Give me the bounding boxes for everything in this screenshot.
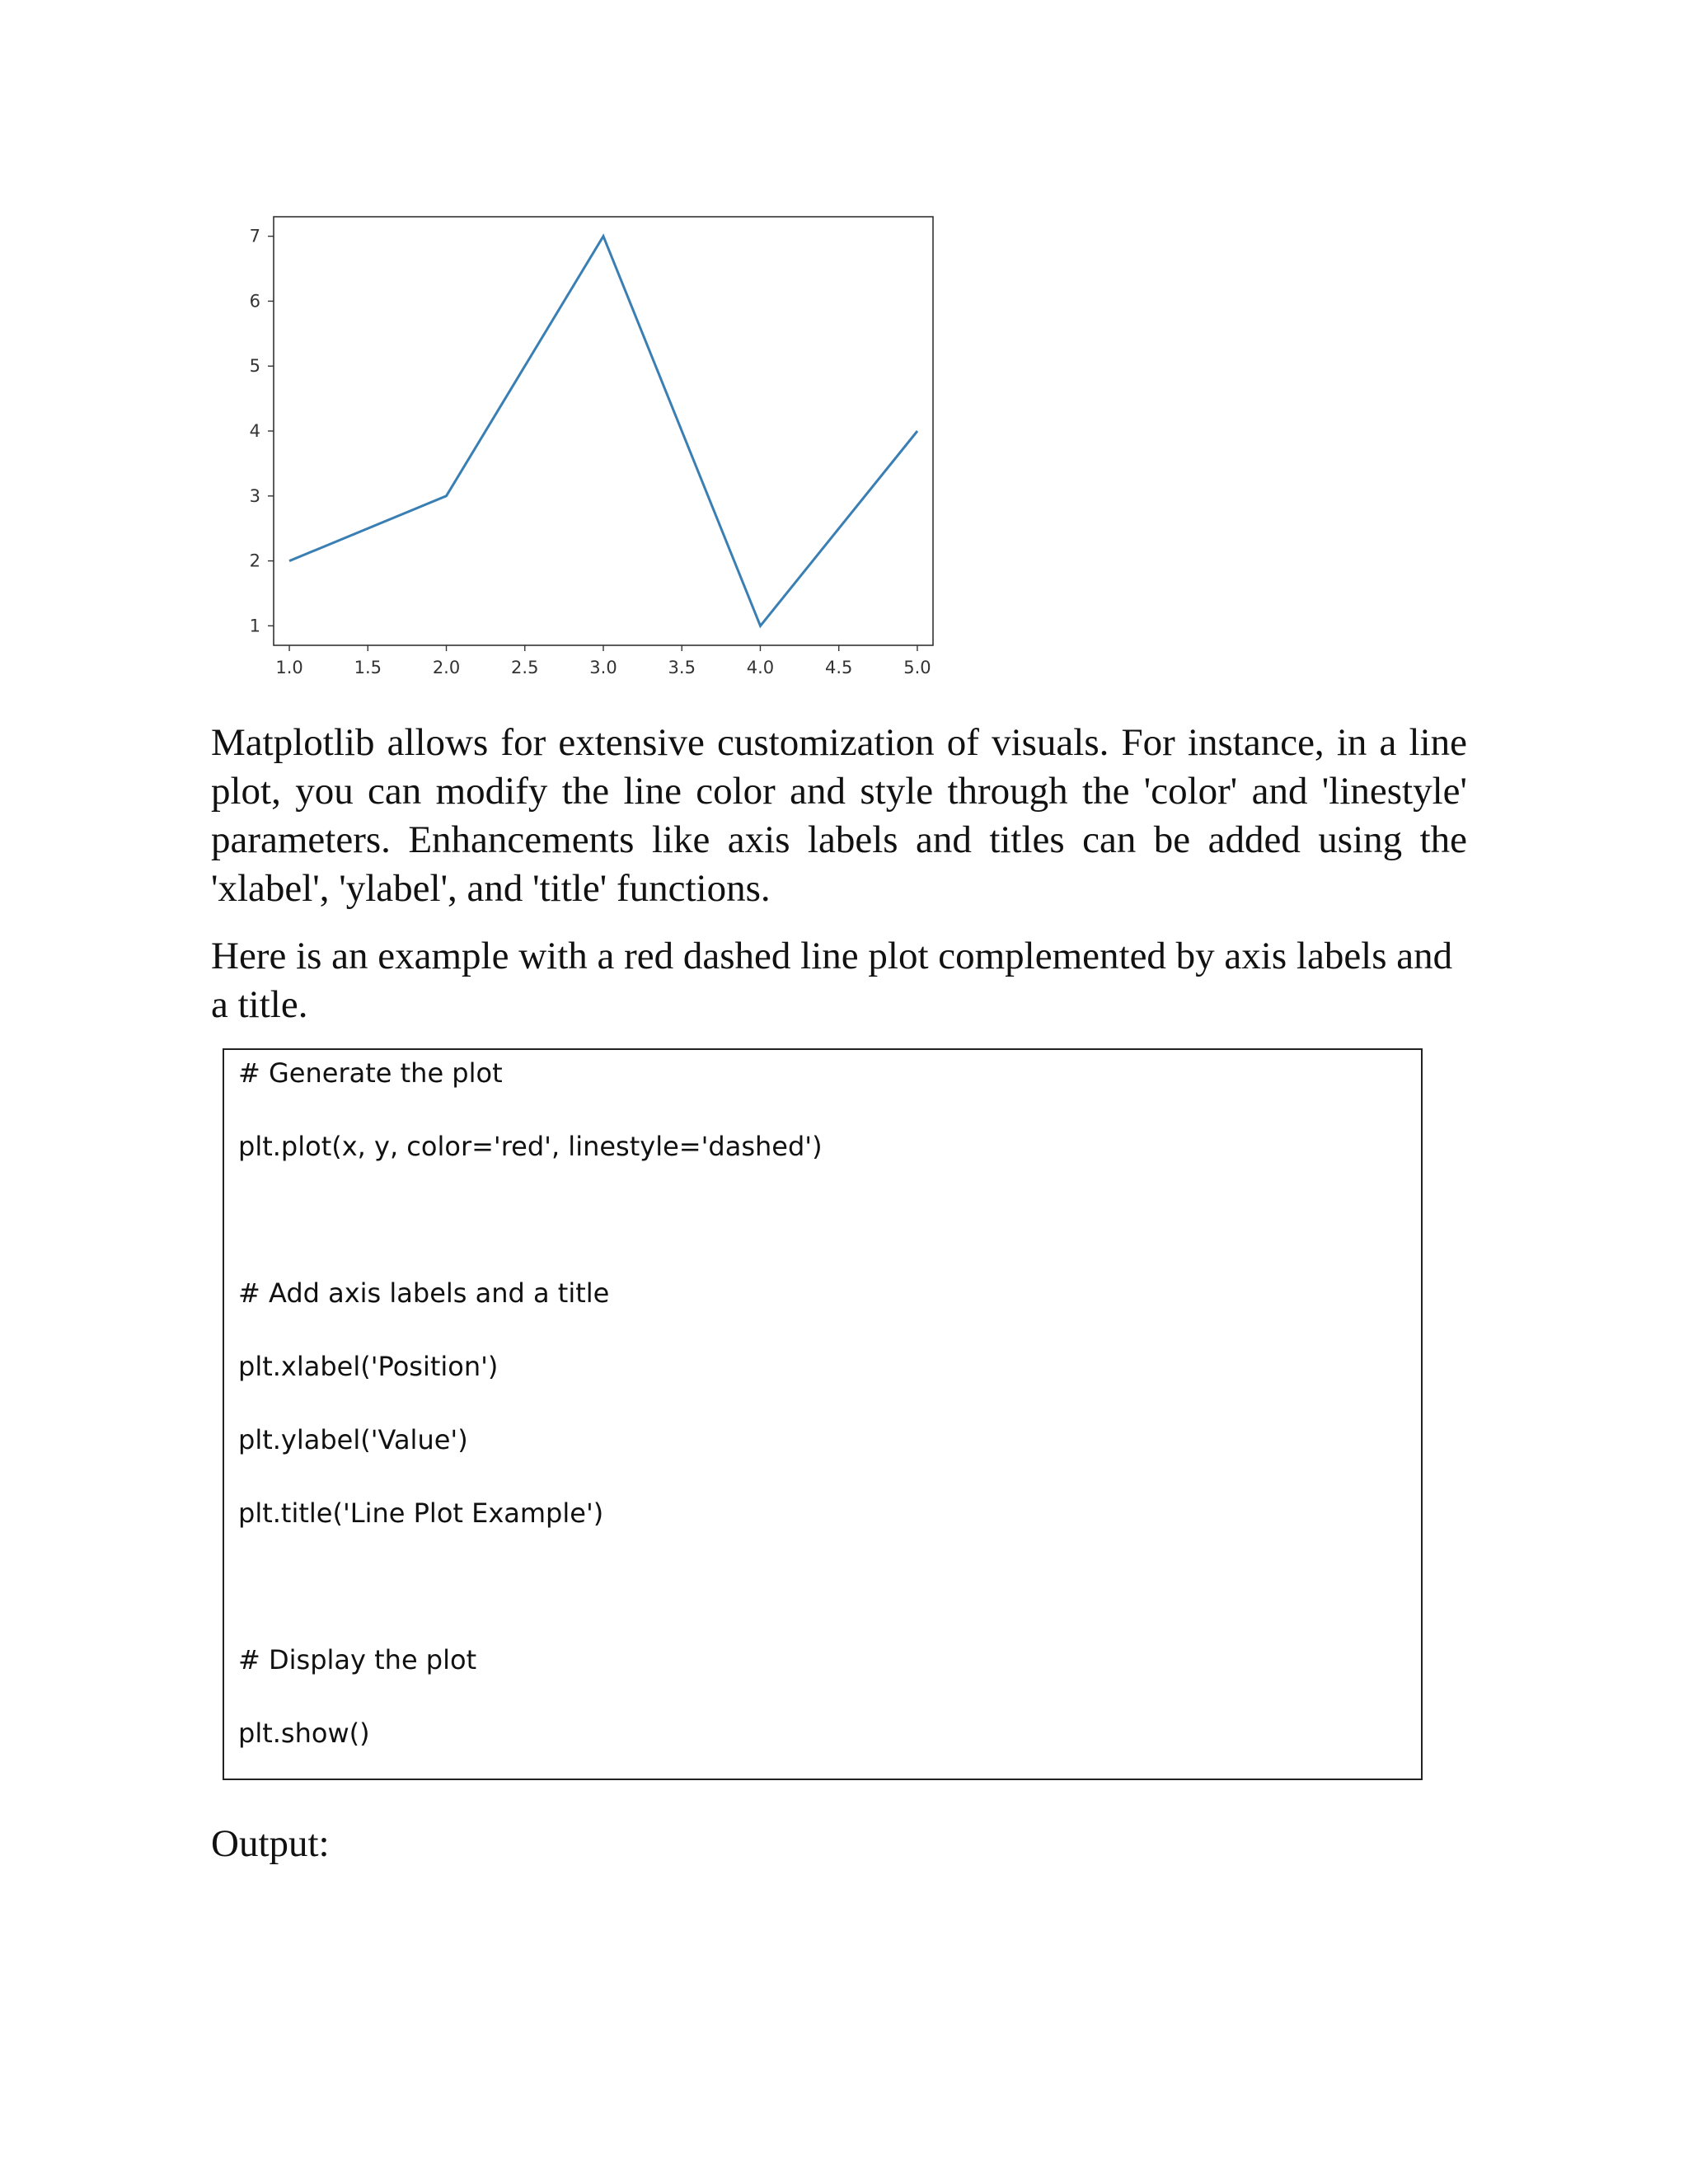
- code-show-call: plt.show(): [238, 1718, 370, 1749]
- code-comment-labels: # Add axis labels and a title: [238, 1277, 610, 1309]
- y-tick-label: 2: [249, 551, 260, 571]
- x-tick-label: 1.0: [275, 658, 303, 677]
- x-tick-label: 2.0: [432, 658, 461, 677]
- series-line: [289, 237, 917, 626]
- code-comment-generate: # Generate the plot: [238, 1057, 503, 1089]
- y-tick-label: 3: [249, 485, 260, 506]
- line-chart-svg: [223, 206, 948, 701]
- y-tick-label: 4: [249, 421, 260, 441]
- output-label: Output:: [211, 1822, 330, 1865]
- y-tick-label: 6: [249, 291, 260, 312]
- x-tick-label: 3.5: [668, 658, 696, 677]
- code-title-call: plt.title('Line Plot Example'): [238, 1497, 604, 1529]
- code-xlabel-call: plt.xlabel('Position'): [238, 1351, 499, 1382]
- intro-paragraph: Matplotlib allows for extensive customization of visuals. For instance, in a line plot, you can modify the line color and style through the 'color' and 'linestyle' parameters. Enhancements like axis labels and titles can be added using the 'xlabel', 'ylabel', and 'title' functions.: [211, 721, 1467, 910]
- code-comment-display: # Display the plot: [238, 1644, 477, 1675]
- code-ylabel-call: plt.ylabel('Value'): [238, 1424, 468, 1455]
- y-tick-label: 1: [249, 616, 260, 636]
- x-tick-label: 4.0: [746, 658, 775, 677]
- x-tick-label: 4.5: [825, 658, 853, 677]
- x-tick-label: 3.0: [589, 658, 617, 677]
- example-paragraph: Here is an example with a red dashed line plot complemented by axis labels and a title.: [211, 935, 1453, 1026]
- x-tick-label: 2.5: [511, 658, 539, 677]
- y-tick-label: 5: [249, 356, 260, 377]
- y-tick-label: 7: [249, 226, 260, 246]
- code-plot-call: plt.plot(x, y, color='red', linestyle='dashed'): [238, 1131, 823, 1162]
- x-tick-label: 5.0: [903, 658, 931, 677]
- x-tick-label: 1.5: [354, 658, 382, 677]
- line-chart: [223, 206, 948, 701]
- code-block: [223, 1048, 1423, 1780]
- plot-frame: [274, 217, 933, 645]
